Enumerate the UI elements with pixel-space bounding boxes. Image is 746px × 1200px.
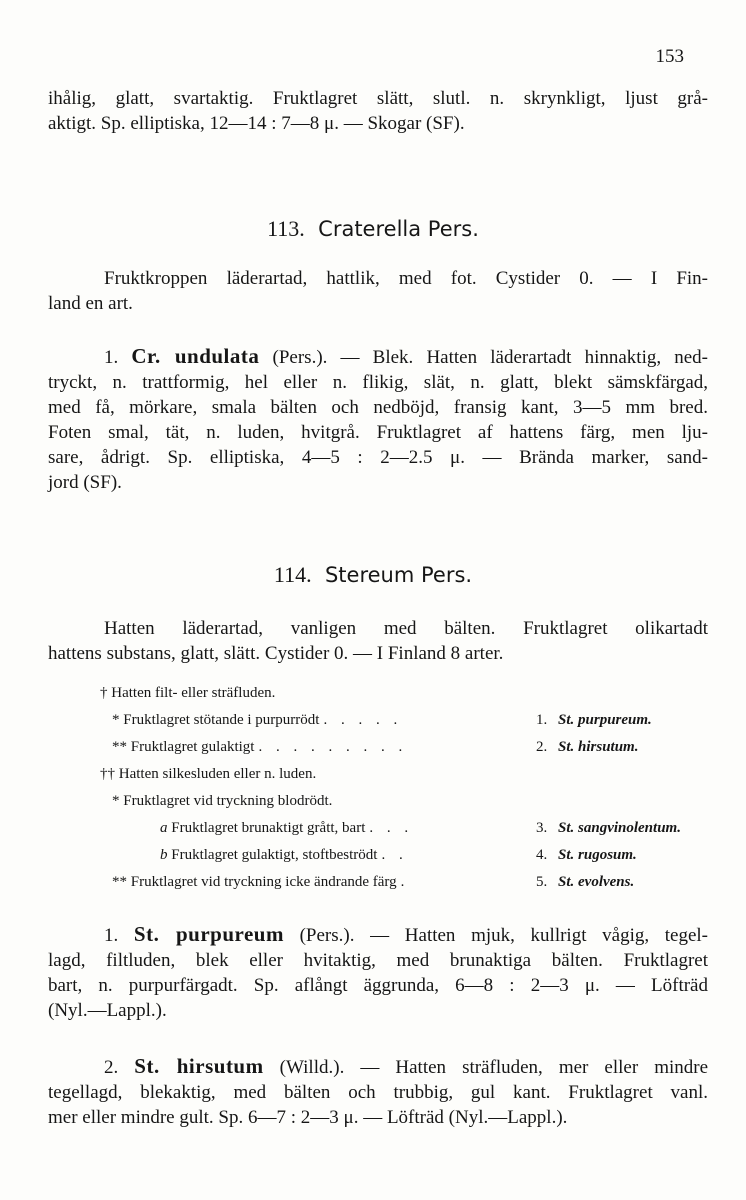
key-text: Hatten silkesluden eller n. luden. — [118, 766, 317, 782]
key-number: 4. — [536, 847, 548, 863]
key-text: Fruktlagret brunaktigt grått, bart — [171, 820, 366, 836]
text-line: sare, ådrigt. Sp. elliptiska, 4—5 : 2—2.5 μ. — Brända marker, sand- — [48, 447, 708, 468]
text-line: hattens substans, glatt, slätt. Cystider 0. — I Finland 8 arter. — [48, 643, 504, 664]
species-entry-purpureum — [48, 922, 708, 1023]
text-line: Fruktkroppen läderartad, hattlik, med fot. Cystider 0. — I Fin- — [104, 268, 708, 289]
key-number: 3. — [536, 820, 548, 836]
text-line: ihålig, glatt, svartaktig. Fruktlagret slätt, slutl. n. skrynkligt, ljust grå- — [48, 88, 708, 109]
key-row — [100, 842, 710, 869]
key-row — [100, 869, 710, 896]
genus-heading-craterella — [0, 216, 746, 242]
text-line: jord (SF). — [48, 472, 122, 493]
key-mark: ** — [112, 739, 127, 755]
key-row — [100, 815, 710, 842]
key-taxon: St. sangvinolentum. — [558, 820, 681, 836]
text-line: land en art. — [48, 293, 133, 314]
genus-description — [48, 266, 708, 316]
key-text: Hatten filt- eller sträfluden. — [111, 685, 276, 701]
text-line: bart, n. purpurfärgadt. Sp. aflångt äggrunda, 6—8 : 2—3 μ. — Löfträd — [48, 975, 708, 996]
key-mark: ** — [112, 874, 127, 890]
species-text: (Willd.). — Hatten sträfluden, mer eller mindre — [279, 1057, 709, 1078]
species-name: St. purpureum — [133, 922, 284, 946]
text-line: tryckt, n. trattformig, hel eller n. flikig, slät, n. glatt, blekt sämskfärgad, — [48, 372, 708, 393]
key-mark: * — [112, 793, 120, 809]
species-number: 1. — [104, 925, 119, 946]
species-text: (Pers.). — Hatten mjuk, kullrigt vågig, tegel- — [299, 925, 708, 946]
text-line: Hatten läderartad, vanligen med bälten. Fruktlagret olikartadt — [104, 618, 708, 639]
key-row — [100, 680, 710, 707]
intro-paragraph — [48, 86, 708, 136]
species-entry-undulata — [48, 344, 708, 495]
species-number: 2. — [104, 1057, 119, 1078]
key-row — [100, 788, 710, 815]
key-leader-dots: . — [400, 874, 410, 890]
key-text: Fruktlagret vid tryckning blodrödt. — [123, 793, 333, 809]
key-mark: † — [100, 685, 108, 701]
text-line: lagd, filtluden, blek eller hvitaktig, med brunaktiga bälten. Fruktlagret — [48, 950, 708, 971]
key-mark: * — [112, 712, 120, 728]
key-number: 5. — [536, 874, 548, 890]
genus-number: 114. — [273, 562, 312, 587]
species-first-line — [48, 344, 708, 370]
key-row — [100, 734, 710, 761]
key-text: Fruktlagret stötande i purpurrödt — [123, 712, 320, 728]
identification-key — [100, 680, 710, 896]
key-number: 1. — [536, 712, 548, 728]
key-row — [100, 707, 710, 734]
key-taxon: St. purpureum. — [558, 712, 652, 728]
genus-name: Stereum Pers. — [324, 563, 473, 587]
genus-heading-stereum — [0, 562, 746, 588]
key-text: Fruktlagret gulaktigt, stoftbeströdt — [171, 847, 378, 863]
species-first-line — [48, 922, 708, 948]
genus-description — [48, 616, 708, 666]
text-line: aktigt. Sp. elliptiska, 12—14 : 7—8 μ. — Skogar (SF). — [48, 113, 465, 134]
key-leader-dots: . . . — [369, 820, 414, 836]
key-text: Fruktlagret vid tryckning icke ändrande färg — [130, 874, 397, 890]
key-taxon: St. hirsutum. — [558, 739, 639, 755]
species-name: St. hirsutum — [134, 1054, 264, 1078]
species-entry-hirsutum — [48, 1054, 708, 1130]
species-name: Cr. undulata — [131, 344, 260, 368]
key-number: 2. — [536, 739, 548, 755]
key-leader-dots: . . — [381, 847, 408, 863]
species-first-line — [48, 1054, 708, 1080]
page-number: 153 — [655, 46, 684, 67]
key-leader-dots: . . . . . — [323, 712, 403, 728]
key-taxon: St. evolvens. — [558, 874, 635, 890]
genus-number: 113. — [267, 216, 305, 241]
genus-name: Craterella Pers. — [318, 217, 479, 241]
key-mark: a — [160, 820, 168, 836]
key-row — [100, 761, 710, 788]
text-line: (Nyl.—Lappl.). — [48, 1000, 167, 1021]
species-number: 1. — [104, 347, 119, 368]
key-leader-dots: . . . . . . . . . — [258, 739, 408, 755]
key-mark: †† — [100, 766, 115, 782]
key-taxon: St. rugosum. — [558, 847, 637, 863]
key-text: Fruktlagret gulaktigt — [130, 739, 255, 755]
species-text: (Pers.). — Blek. Hatten läderartadt hinnaktig, ned- — [272, 347, 709, 368]
text-line: mer eller mindre gult. Sp. 6—7 : 2—3 μ. — Löfträd (Nyl.—Lappl.). — [48, 1107, 568, 1128]
text-line: med få, mörkare, smala bälten och nedböjd, fransig kant, 3—5 mm bred. — [48, 397, 708, 418]
text-line: Foten smal, tät, n. luden, hvitgrå. Fruktlagret af hattens färg, men lju- — [48, 422, 708, 443]
key-mark: b — [160, 847, 168, 863]
text-line: tegellagd, blekaktig, med bälten och trubbig, gul kant. Fruktlagret vanl. — [48, 1082, 708, 1103]
